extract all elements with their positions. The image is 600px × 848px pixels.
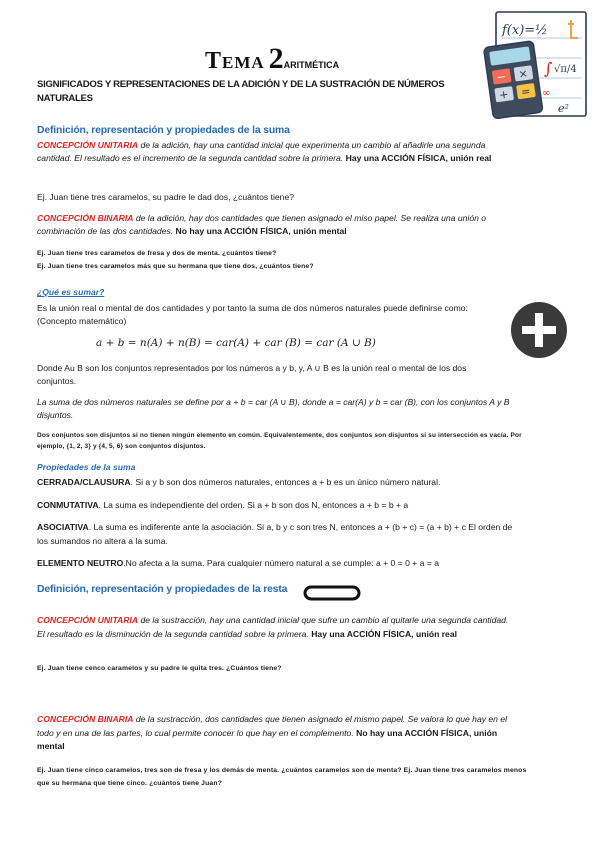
prop-associative-text: . La suma es indiferente ante la asociación. Si a, b y c son tres N, entonces a + (b + c) = (a + b) + c El orden de los sumandos no altera a la suma. xyxy=(37,522,513,546)
sub-binary-text: de la sustracción, dos cantidades que tienen asignado el mismo papel. Se valora lo que hay en el todo y en una de las partes, lo cual permite conocer lo que hay en el complemento. xyxy=(37,714,508,738)
prop-associative xyxy=(37,520,517,548)
sub-binary-paragraph xyxy=(37,713,517,754)
prop-commutative xyxy=(37,499,537,512)
prop-closure-text: . Si a y b son dos números naturales, entonces a + b es un único número natural. xyxy=(130,477,441,487)
prop-neutral-text: .No afecta a la suma. Para cualquier número natural a se cumple: a + 0 = 0 + a = a xyxy=(123,558,440,568)
sub-unitary-paragraph xyxy=(37,614,517,641)
sub-example-1: Ej. Juan tiene cenco caramelos y su padre le quita tres. ¿Cuántos tiene? xyxy=(37,665,282,672)
prop-neutral xyxy=(37,557,537,570)
prop-closure xyxy=(37,476,537,489)
sub-unitary-text: de la sustracción, hay una cantidad inicial que sufre un cambio al quitarle una segunda cantidad. El resultado es la disminución de la segunda cantidad sobre la primera. xyxy=(37,615,509,639)
svg-text:=: = xyxy=(520,84,532,99)
sum-binary-paragraph xyxy=(37,212,507,237)
prop-neutral-label: ELEMENTO NEUTRO xyxy=(37,558,124,568)
calculator-illustration-icon xyxy=(482,8,590,120)
sum-definition-text: La suma de dos números naturales se define por a + b = car (A ∪ B), donde a = car(A) y b = car (B), con los conjuntos A y B disjuntos. xyxy=(37,397,510,420)
prop-commutative-text: . La suma es independiente del orden. Si a + b son dos N, entonces a + b = b + a xyxy=(98,500,409,510)
sum-example-3: Ej. Juan tiene tres caramelos más que su hermana que tiene dos, ¿cuántos tiene? xyxy=(37,263,314,270)
svg-text:−: − xyxy=(495,69,507,85)
prop-closure-label: CERRADA/CLAUSURA xyxy=(37,477,131,487)
prop-associative-label: ASOCIATIVA xyxy=(37,522,89,532)
sum-section-heading: Definición, representación y propiedades de la suma xyxy=(37,125,290,136)
sum-example-2: Ej. Juan tiene tres caramelos de fresa y dos de menta. ¿cuántos tiene? xyxy=(37,250,277,257)
sum-binary-label: CONCEPCIÓN BINARIA xyxy=(37,213,134,223)
sum-unitary-action: Hay una ACCIÓN FÍSICA, unión real xyxy=(343,152,492,163)
disjoint-text: Dos conjuntos son disjuntos si no tienen ningún elemento en común. Equivalentemente, dos conjuntos son disjuntos si su intersección es vacía. Por ejemplo, {1, 2, 3} y {4, 5, 6} son conjuntos disjuntos. xyxy=(37,432,522,451)
sub-binary-label: CONCEPCIÓN BINARIA xyxy=(37,714,134,724)
what-is-sum-text: Es la unión real o mental de dos cantidades y por tanto la suma de dos números naturales puede definirse como: (Concepto matemático) xyxy=(37,303,468,326)
page-title xyxy=(205,42,339,76)
sum-binary-text: de la adición, hay dos cantidades que tienen asignado el miso papel. Se realiza una unión o combinación de las dos cantidades. xyxy=(37,213,487,236)
svg-text:∫: ∫ xyxy=(544,59,553,78)
svg-text:∞: ∞ xyxy=(542,88,551,99)
title-word: Tema xyxy=(205,48,265,74)
svg-text:×: × xyxy=(517,66,529,81)
sum-props-heading: Propiedades de la suma xyxy=(37,462,136,472)
title-number: 2 xyxy=(268,42,284,75)
where-text: Donde Au B son los conjuntos representados por los números a y b, y, A ∪ B es la unión real o mental de los dos conjuntos. xyxy=(37,363,467,386)
what-is-sum-heading: ¿Qué es sumar? xyxy=(37,287,105,297)
svg-text:e²: e² xyxy=(558,102,569,115)
sub-binary-action: No hay una ACCIÓN FÍSICA, unión mental xyxy=(37,727,498,751)
sum-binary-action: No hay una ACCIÓN FÍSICA, unión mental xyxy=(173,225,347,236)
sum-unitary-label: CONCEPCIÓN UNITARIA xyxy=(37,140,139,150)
sub-unitary-label: CONCEPCIÓN UNITARIA xyxy=(37,615,139,625)
sum-formula: a + b = n(A) + n(B) = car(A) + car (B) = car (A ∪ B) xyxy=(96,337,376,349)
sub-example-2: Ej. Juan tiene cinco caramelos, tres son de fresa y los demás de menta. ¿cuántos caramelos son de menta? Ej. Juan tiene tres caramelos menos que su hermana que tiene cinco. ¿cuántos tiene Juan? xyxy=(37,767,527,787)
svg-text:f(x)=½: f(x)=½ xyxy=(502,23,548,38)
sum-unitary-paragraph xyxy=(37,139,507,164)
title-subject: ARITMÉTICA xyxy=(283,60,340,70)
prop-commutative-label: CONMUTATIVA xyxy=(37,500,99,510)
sub-section-heading: Definición, representación y propiedades de la resta xyxy=(37,584,288,595)
minus-pill-icon xyxy=(303,585,361,601)
plus-circle-icon xyxy=(510,301,568,359)
sub-unitary-action: Hay una ACCIÓN FÍSICA, unión real xyxy=(308,628,458,639)
svg-text:+: + xyxy=(498,87,510,102)
sum-example-1: Ej. Juan tiene tres caramelos, su padre le dad dos, ¿cuántos tiene? xyxy=(37,192,295,202)
sum-unitary-text: de la adición, hay una cantidad inicial que experimenta un cambio al añadirle una segunda cantidad. El resultado es el incremento de la segunda cantidad sobre la primera. xyxy=(37,140,486,163)
svg-text:√π/4: √π/4 xyxy=(554,64,577,75)
page-subtitle: SIGNIFICADOS Y REPRESENTACIONES DE LA ADICIÓN Y DE LA SUSTRACIÓN DE NÚMEROS NATURALES xyxy=(37,79,445,104)
